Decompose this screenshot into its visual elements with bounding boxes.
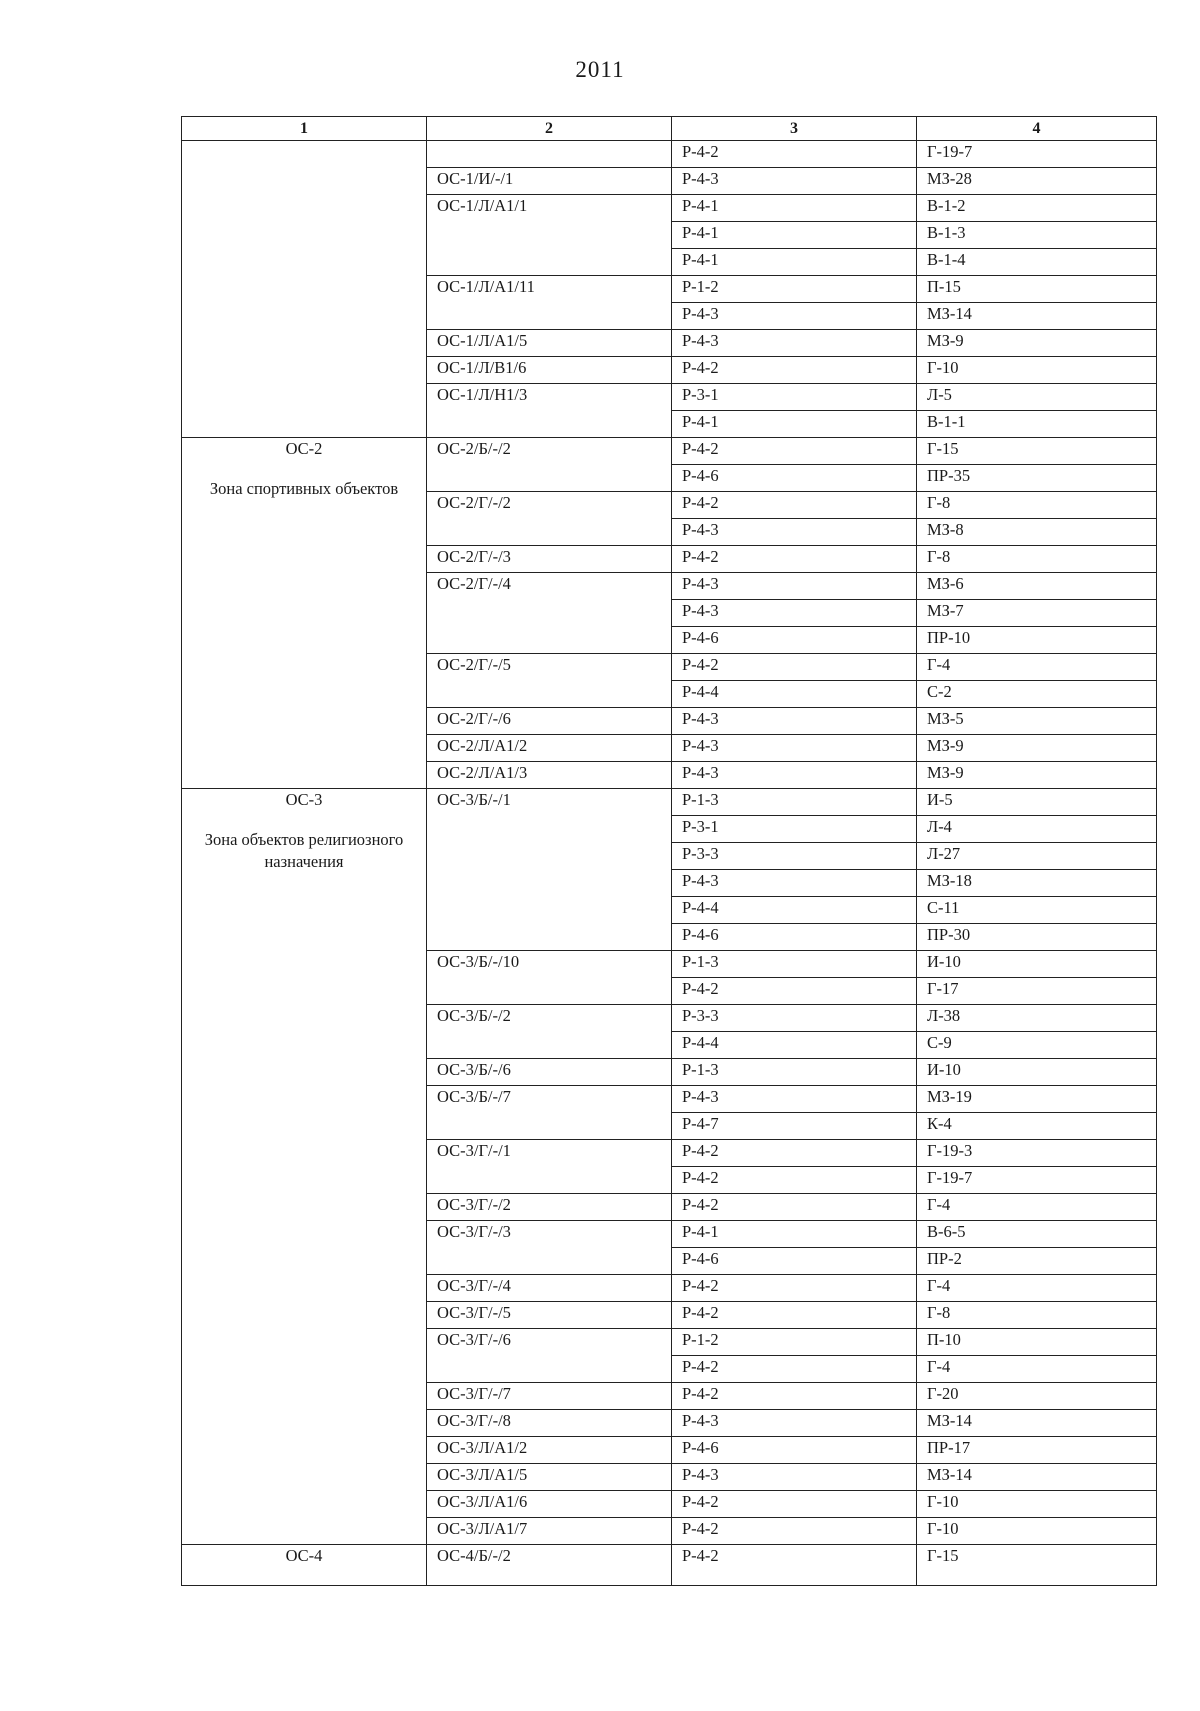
object-code-cell: МЗ-28 (917, 168, 1157, 195)
regulation-code-cell: Р-4-6 (672, 1248, 917, 1275)
table-header (182, 117, 1157, 141)
regulation-code-cell: Р-4-3 (672, 1464, 917, 1491)
object-code-cell: С-11 (917, 897, 1157, 924)
object-code-cell: ПР-2 (917, 1248, 1157, 1275)
regulation-code-cell: Р-4-3 (672, 168, 917, 195)
regulation-code-cell: Р-3-1 (672, 384, 917, 411)
object-code-cell: ПР-30 (917, 924, 1157, 951)
object-code-cell: Г-4 (917, 654, 1157, 681)
subzone-code-cell: ОС-3/Б/-/1 (427, 789, 672, 951)
subzone-code-cell: ОС-1/Л/Н1/3 (427, 384, 672, 438)
table-row (182, 438, 1157, 465)
object-code-cell: Г-15 (917, 1545, 1157, 1586)
subzone-code-cell: ОС-3/Г/-/2 (427, 1194, 672, 1221)
regulation-code-cell: Р-4-2 (672, 492, 917, 519)
subzone-code-cell: ОС-2/Г/-/5 (427, 654, 672, 708)
subzone-code-cell: ОС-1/И/-/1 (427, 168, 672, 195)
subzone-code-cell: ОС-3/Б/-/10 (427, 951, 672, 1005)
object-code-cell: Г-4 (917, 1194, 1157, 1221)
subzone-code-cell: ОС-2/Г/-/4 (427, 573, 672, 654)
object-code-cell: МЗ-9 (917, 330, 1157, 357)
regulation-code-cell: Р-4-1 (672, 222, 917, 249)
table-row (182, 789, 1157, 816)
regulation-code-cell: Р-4-4 (672, 1032, 917, 1059)
subzone-code-cell: ОС-3/Г/-/1 (427, 1140, 672, 1194)
column-header-3: 3 (672, 117, 917, 141)
object-code-cell: П-10 (917, 1329, 1157, 1356)
object-code-cell: В-1-4 (917, 249, 1157, 276)
regulation-code-cell: Р-4-7 (672, 1113, 917, 1140)
object-code-cell: Г-19-7 (917, 1167, 1157, 1194)
regulation-code-cell: Р-4-2 (672, 438, 917, 465)
subzone-code-cell: ОС-1/Л/А1/5 (427, 330, 672, 357)
column-header-1: 1 (182, 117, 427, 141)
subzone-code-cell: ОС-1/Л/А1/11 (427, 276, 672, 330)
object-code-cell: К-4 (917, 1113, 1157, 1140)
object-code-cell: МЗ-5 (917, 708, 1157, 735)
object-code-cell: Л-27 (917, 843, 1157, 870)
object-code-cell: Г-4 (917, 1356, 1157, 1383)
zone-code: ОС-4 (285, 1546, 323, 1565)
column-header-2: 2 (427, 117, 672, 141)
object-code-cell: ПР-17 (917, 1437, 1157, 1464)
object-code-cell: МЗ-9 (917, 762, 1157, 789)
regulation-code-cell: Р-1-2 (672, 1329, 917, 1356)
regulation-code-cell: Р-4-2 (672, 1518, 917, 1545)
object-code-cell: Г-8 (917, 546, 1157, 573)
table-body (182, 141, 1157, 1586)
regulation-code-cell: Р-4-1 (672, 249, 917, 276)
regulation-code-cell: Р-1-2 (672, 276, 917, 303)
subzone-code-cell: ОС-3/Г/-/6 (427, 1329, 672, 1383)
subzone-code-cell: ОС-2/Г/-/2 (427, 492, 672, 546)
zone-cell (182, 438, 427, 789)
subzone-code-cell: ОС-1/Л/В1/6 (427, 357, 672, 384)
table-row (182, 1545, 1157, 1586)
subzone-code-cell: ОС-2/Л/А1/2 (427, 735, 672, 762)
regulation-code-cell: Р-4-3 (672, 708, 917, 735)
object-code-cell: МЗ-8 (917, 519, 1157, 546)
subzone-code-cell: ОС-2/Л/А1/3 (427, 762, 672, 789)
regulation-code-cell: Р-4-2 (672, 978, 917, 1005)
subzone-code-cell: ОС-3/Г/-/3 (427, 1221, 672, 1275)
regulation-code-cell: Р-4-3 (672, 519, 917, 546)
object-code-cell: Л-4 (917, 816, 1157, 843)
zone-cell (182, 141, 427, 438)
object-code-cell: МЗ-6 (917, 573, 1157, 600)
regulation-code-cell: Р-4-2 (672, 1383, 917, 1410)
object-code-cell: Г-20 (917, 1383, 1157, 1410)
regulation-code-cell: Р-4-2 (672, 654, 917, 681)
object-code-cell: МЗ-14 (917, 1464, 1157, 1491)
object-code-cell: Г-10 (917, 1491, 1157, 1518)
regulation-code-cell: Р-4-3 (672, 600, 917, 627)
object-code-cell: С-2 (917, 681, 1157, 708)
zone-cell (182, 789, 427, 1545)
regulation-code-cell: Р-4-3 (672, 870, 917, 897)
object-code-cell: В-6-5 (917, 1221, 1157, 1248)
subzone-code-cell: ОС-3/Л/А1/2 (427, 1437, 672, 1464)
subzone-code-cell: ОС-2/Б/-/2 (427, 438, 672, 492)
regulation-code-cell: Р-4-2 (672, 357, 917, 384)
object-code-cell: Г-8 (917, 492, 1157, 519)
subzone-code-cell: ОС-3/Л/А1/6 (427, 1491, 672, 1518)
regulation-code-cell: Р-4-3 (672, 330, 917, 357)
object-code-cell: МЗ-18 (917, 870, 1157, 897)
page-number: 2011 (575, 57, 625, 82)
zone-code: ОС-3 (285, 790, 323, 809)
object-code-cell: МЗ-14 (917, 1410, 1157, 1437)
object-code-cell: И-10 (917, 951, 1157, 978)
object-code-cell: Г-10 (917, 357, 1157, 384)
object-code-cell: Г-10 (917, 1518, 1157, 1545)
object-code-cell: ПР-35 (917, 465, 1157, 492)
subzone-code-cell: ОС-3/Л/А1/5 (427, 1464, 672, 1491)
subzone-code-cell: ОС-4/Б/-/2 (427, 1545, 672, 1586)
regulation-code-cell: Р-3-3 (672, 843, 917, 870)
regulation-code-cell: Р-4-2 (672, 1356, 917, 1383)
regulation-code-cell: Р-4-1 (672, 195, 917, 222)
regulation-code-cell: Р-4-2 (672, 1302, 917, 1329)
object-code-cell: Г-19-7 (917, 141, 1157, 168)
object-code-cell: МЗ-9 (917, 735, 1157, 762)
column-header-4: 4 (917, 117, 1157, 141)
regulation-code-cell: Р-4-2 (672, 1140, 917, 1167)
object-code-cell: И-5 (917, 789, 1157, 816)
regulation-code-cell: Р-4-3 (672, 303, 917, 330)
regulation-code-cell: Р-1-3 (672, 1059, 917, 1086)
object-code-cell: И-10 (917, 1059, 1157, 1086)
regulation-code-cell: Р-3-1 (672, 816, 917, 843)
regulation-code-cell: Р-4-2 (672, 1194, 917, 1221)
zone-table (181, 116, 1157, 1586)
zone-name: Зона спортивных объектов (209, 479, 399, 498)
subzone-code-cell: ОС-3/Б/-/7 (427, 1086, 672, 1140)
object-code-cell: Г-17 (917, 978, 1157, 1005)
subzone-code-cell (427, 141, 672, 168)
regulation-code-cell: Р-4-3 (672, 762, 917, 789)
regulation-code-cell: Р-4-2 (672, 546, 917, 573)
object-code-cell: МЗ-19 (917, 1086, 1157, 1113)
subzone-code-cell: ОС-3/Г/-/8 (427, 1410, 672, 1437)
object-code-cell: Г-19-3 (917, 1140, 1157, 1167)
subzone-code-cell: ОС-3/Г/-/4 (427, 1275, 672, 1302)
regulation-code-cell: Р-1-3 (672, 789, 917, 816)
object-code-cell: П-15 (917, 276, 1157, 303)
regulation-code-cell: Р-4-3 (672, 1086, 917, 1113)
zone-name: Зона объектов религиозного назначения (204, 830, 404, 871)
object-code-cell: В-1-1 (917, 411, 1157, 438)
object-code-cell: С-9 (917, 1032, 1157, 1059)
regulation-code-cell: Р-4-3 (672, 573, 917, 600)
regulation-code-cell: Р-4-6 (672, 627, 917, 654)
regulation-code-cell: Р-4-2 (672, 141, 917, 168)
subzone-code-cell: ОС-3/Б/-/2 (427, 1005, 672, 1059)
subzone-code-cell: ОС-3/Б/-/6 (427, 1059, 672, 1086)
subzone-code-cell: ОС-1/Л/А1/1 (427, 195, 672, 276)
regulation-code-cell: Р-4-6 (672, 1437, 917, 1464)
subzone-code-cell: ОС-2/Г/-/6 (427, 708, 672, 735)
object-code-cell: Г-15 (917, 438, 1157, 465)
object-code-cell: Л-38 (917, 1005, 1157, 1032)
subzone-code-cell: ОС-2/Г/-/3 (427, 546, 672, 573)
regulation-code-cell: Р-4-2 (672, 1545, 917, 1586)
regulation-code-cell: Р-4-1 (672, 411, 917, 438)
object-code-cell: МЗ-14 (917, 303, 1157, 330)
subzone-code-cell: ОС-3/Г/-/5 (427, 1302, 672, 1329)
regulation-code-cell: Р-4-4 (672, 681, 917, 708)
regulation-code-cell: Р-4-4 (672, 897, 917, 924)
zone-cell (182, 1545, 427, 1586)
object-code-cell: В-1-2 (917, 195, 1157, 222)
object-code-cell: Г-4 (917, 1275, 1157, 1302)
object-code-cell: ПР-10 (917, 627, 1157, 654)
subzone-code-cell: ОС-3/Г/-/7 (427, 1383, 672, 1410)
regulation-code-cell: Р-4-6 (672, 924, 917, 951)
regulation-code-cell: Р-4-3 (672, 1410, 917, 1437)
regulation-code-cell: Р-4-3 (672, 735, 917, 762)
regulation-code-cell: Р-4-6 (672, 465, 917, 492)
regulation-code-cell: Р-4-2 (672, 1275, 917, 1302)
object-code-cell: Г-8 (917, 1302, 1157, 1329)
object-code-cell: МЗ-7 (917, 600, 1157, 627)
subzone-code-cell: ОС-3/Л/А1/7 (427, 1518, 672, 1545)
object-code-cell: В-1-3 (917, 222, 1157, 249)
regulation-code-cell: Р-4-2 (672, 1167, 917, 1194)
regulation-code-cell: Р-4-2 (672, 1491, 917, 1518)
regulation-code-cell: Р-1-3 (672, 951, 917, 978)
table-row (182, 141, 1157, 168)
header-row (182, 117, 1157, 141)
zone-code: ОС-2 (285, 439, 323, 458)
object-code-cell: Л-5 (917, 384, 1157, 411)
regulation-code-cell: Р-3-3 (672, 1005, 917, 1032)
regulation-code-cell: Р-4-1 (672, 1221, 917, 1248)
